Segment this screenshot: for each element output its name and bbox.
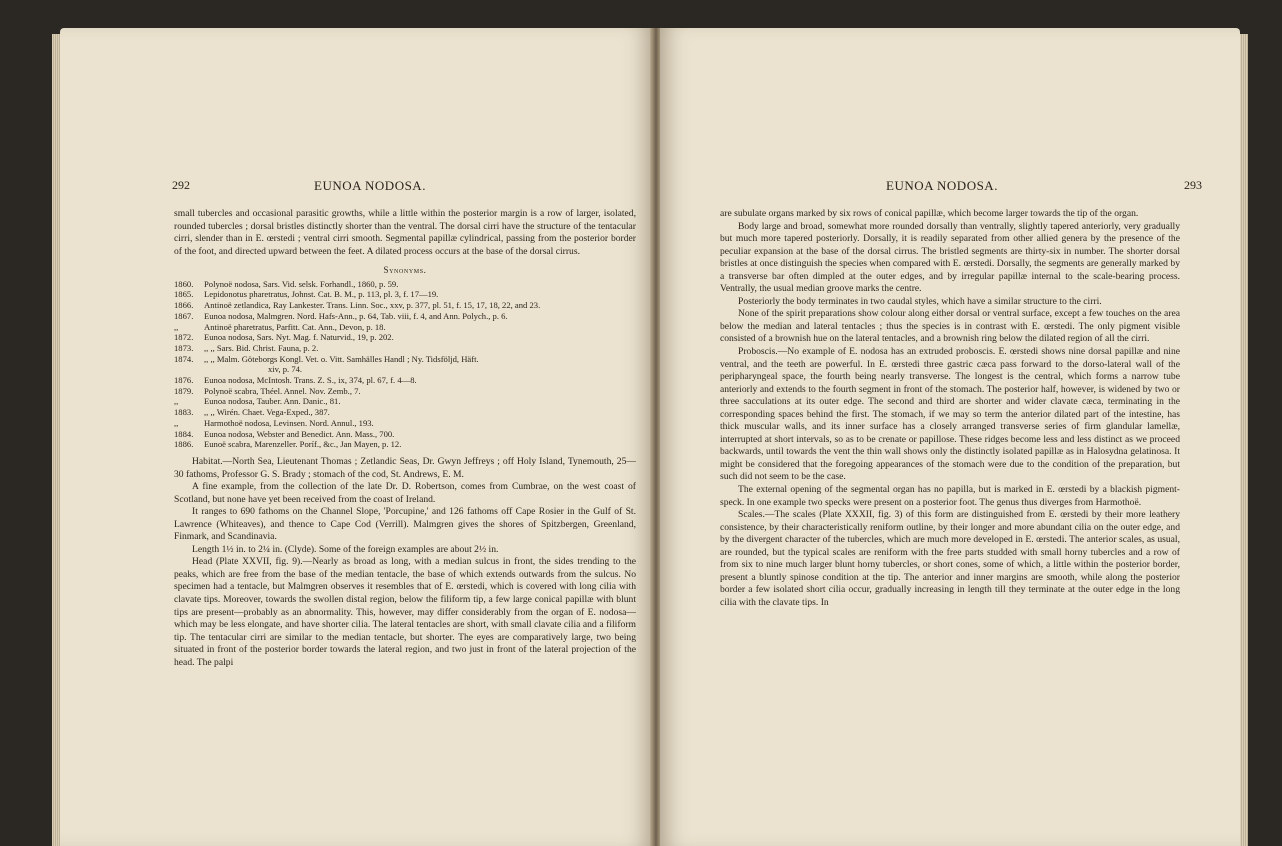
right-page (660, 28, 1240, 846)
synonym-entry: 1874. ,, ,, Malm. Göteborgs Kongl. Vet. o. Vitt. Samhälles Handl ; Ny. Tidsföljd, Häft. (174, 353, 479, 364)
intro-paragraph: are subulate organs marked by six rows of conical papillæ, which become larger towards the tip of the organ. (720, 208, 1139, 219)
left-page (60, 28, 652, 846)
synonyms-list (174, 279, 636, 450)
page-number: 292 (172, 178, 190, 192)
running-head: EUNOA NODOSA. (314, 178, 426, 193)
synonyms-heading: Synonyms. (383, 265, 427, 276)
synonym-entry: xiv, p. 74. (268, 364, 303, 375)
synonym-entry: 1867. Eunoa nodosa, Malmgren. Nord. Hafs-Ann., p. 64, Tab. viii, f. 4, and Ann. Polych., p. 6. (174, 310, 508, 321)
length-paragraph: Length 1½ in. to 2¼ in. (Clyde). Some of the foreign examples are about 2½ in. (192, 543, 499, 555)
synonym-entry: 1872. Eunoa nodosa, Sars. Nyt. Mag. f. Naturvid., 19, p. 202. (174, 332, 394, 343)
scales-paragraph: Scales.—The scales (Plate XXXII, fig. 3) of this form are distinguished from E. œrstedi by their more leathery consistence, by their characteristically reniform outline, by their longer and more abundant cilia on the outer edge, and by the divergent character of the tubercles, which are much more developed in E. œrstedi. The anterior scales, as usual, are rounded, but the typical scales are reniform with the free parts studded with small horny tubercles and a row of from six to nine much larger blunt horny tubercles, or short cones, some of which, a little within the posterior border, present a bluntly spinose condition at the tip. The anterior and inner margins are smooth, while along the posterior border a few isolated short cilia occur, gradually increasing in length till they terminate at the outer edge in the long cilia with the clavate tips. In (720, 509, 1180, 608)
synonym-entry: 1865. Lepidonotus pharetratus, Johnst. Cat. B. M., p. 113, pl. 3, f. 17—19. (174, 289, 439, 300)
colour-paragraph: None of the spirit preparations show colour along either dorsal or ventral surface, except a few touches on the area below the median and lateral tentacles ; thus the species is in contrast with E. œrstedi. The only pigment visible consisted of a brownish hue on the lateral tentacles, and a brownish ring below the dilated region of all the cirri. (720, 308, 1180, 345)
page-number: 293 (1184, 178, 1202, 192)
synonym-entry: ,, Antinoë pharetratus, Parfitt. Cat. Ann., Devon, p. 18. (174, 321, 386, 332)
left-text-block (174, 208, 636, 669)
synonym-entry: 1876. Eunoa nodosa, McIntosh. Trans. Z. S., ix, 374, pl. 67, f. 4—8. (174, 375, 417, 386)
synonym-entry: ,, Harmothoë nodosa, Levinsen. Nord. Annul., 193. (174, 417, 374, 428)
intro-paragraph: small tubercles and occasional parasitic growths, while a little within the posterior margin is a row of larger, isolated, rounded tubercles ; dorsal bristles distinctly shorter than the ventral. The dorsal cirri have the structure of the tentacular cirri, slender than in E. œrstedi ; ventral cirri smooth. Segmental papillæ cylindrical, passing from the posterior border of the foot, and directed upward between the feet. A dilated process occurs at the base of the dorsal cirrus. (174, 208, 636, 257)
synonym-entry: 1879. Polynoë scabra, Théel. Annel. Nov. Zemb., 7. (174, 385, 361, 396)
external-paragraph: The external opening of the segmental organ has no papilla, but is marked in E. œrstedi by a blackish pigment-speck. In one example two specks were present on a posterior foot. The genus thus diverges from Harmothoë. (720, 484, 1180, 508)
posterior-paragraph: Posteriorly the body terminates in two caudal styles, which have a similar structure to the cirri. (738, 295, 1102, 307)
habitat-paragraph: Habitat.—North Sea, Lieutenant Thomas ; Zetlandic Seas, Dr. Gwyn Jeffreys ; off Holy Island, Tynemouth, 25—30 fathoms, Professor G. S. Brady ; stomach of the cod, St. Andrews, E. M. (174, 455, 636, 480)
synonym-entry: 1883. ,, ,, Wirén. Chaet. Vega-Exped., 387. (174, 407, 330, 418)
synonym-entry: 1866. Antinoë zetlandica, Ray Lankester. Trans. Linn. Soc., xxv, p. 377, pl. 51, f. 15, 17, 18, 22, and 23. (174, 300, 541, 311)
example-paragraph: A fine example, from the collection of the late Dr. D. Robertson, comes from Cumbrae, on the west coast of Scotland, but none have yet been received from the coast of Ireland. (174, 481, 636, 505)
synonym-entry: ,, Eunoa nodosa, Tauber. Ann. Danic., 81. (174, 396, 341, 407)
synonym-entry: 1873. ,, ,, Sars. Bid. Christ. Fauna, p. 2. (174, 342, 319, 353)
right-text-block (720, 208, 1180, 610)
proboscis-paragraph: Proboscis.—No example of E. nodosa has an extruded proboscis. E. œrstedi shows nine dorsal papillæ and nine ventral, and the teeth are powerful. In E. œrstedi three gastric cæca pass forward to the dorso-lateral wall of the peripharyngeal space, the fourth being nearly transverse. The longest is the central, which forms a narrow tube anteriorly and extends to the fourth segment in front of the stomach. The posterior half, however, is widened by two or three sacculations at its outer edge. The second and third are shorter and wider clavate cæca, terminating in the corresponding spaces behind the first. The stomach, if we may so term the anterior dilated part of the intestine, has thick muscular walls, and its inner surface has a closely arranged transverse series of firm glandular lamellæ, interrupted at short intervals, so as to be crenate or papillose. These ridges become less and less distinct as we proceed backwards, until towards the vent the thin wall shows only the distinctly isolated papillæ as in Halosydna gelatinosa. It might be considered that the foregoing appearances of the stomach were due to the condition of the preparation, but such did not seem to be the case. (720, 346, 1180, 483)
running-head: EUNOA NODOSA. (886, 178, 998, 193)
range-paragraph: It ranges to 690 fathoms on the Channel Slope, 'Porcupine,' and 126 fathoms off Cape Rosier in the Gulf of St. Lawrence (Whiteaves), and thence to Cape Cod (Verrill). Malmgren gives the shores of Spitzbergen, Greenland, Finmark, and Scandinavia. (174, 506, 636, 543)
head-paragraph: Head (Plate XXVII, fig. 9).—Nearly as broad as long, with a median sulcus in front, the sides trending to the peaks, which are free from the base of the median tentacle, the base of which extends outwards from the sulcus. No specimen had a tentacle, but Malmgren observes it resembles that of E. œrstedi, which is covered with long cilia with clavate tips. Moreover, towards the swollen distal region, below the filiform tip, a few large conical papillæ with blunt tips are present—probably as an abnormality. This, however, may differ considerably from the organ of E. nodosa—which may be less elongate, and have shorter cilia. The lateral tentacles are short, with small clavate cilia and a filiform tip. The tentacular cirri are similar to the median tentacle, but shorter. The eyes are comparatively large, two being situated in front of the posterior border towards the lateral region, and two just in front of the lateral projection of the head. The palpi (174, 556, 636, 668)
body-paragraph: Body large and broad, somewhat more rounded dorsally than ventrally, slightly tapered anteriorly, very gradually but much more tapered posteriorly. Dorsally, it is readily separated from other allied genera by the presence of the peculiar expansion at the base of the dorsal cirrus. The bristled segments are thirty-six in number. The shorter dorsal bristles at once distinguish the species when compared with E. œrstedi. Dorsally, the segments are generally marked by a transverse bar often dimpled at the outer edges, and by irregular papillæ internal to the scale-bearing process. Ventrally, the usual median groove marks the centre. (720, 220, 1180, 295)
synonym-entry: 1860. Polynoë nodosa, Sars. Vid. selsk. Forhandl., 1860, p. 59. (174, 278, 399, 289)
synonym-entry: 1884. Eunoa nodosa, Webster and Benedict. Ann. Mass., 700. (174, 428, 395, 439)
synonym-entry: 1886. Eunoë scabra, Marenzeller. Poríf., &c., Jan Mayen, p. 12. (174, 439, 402, 450)
